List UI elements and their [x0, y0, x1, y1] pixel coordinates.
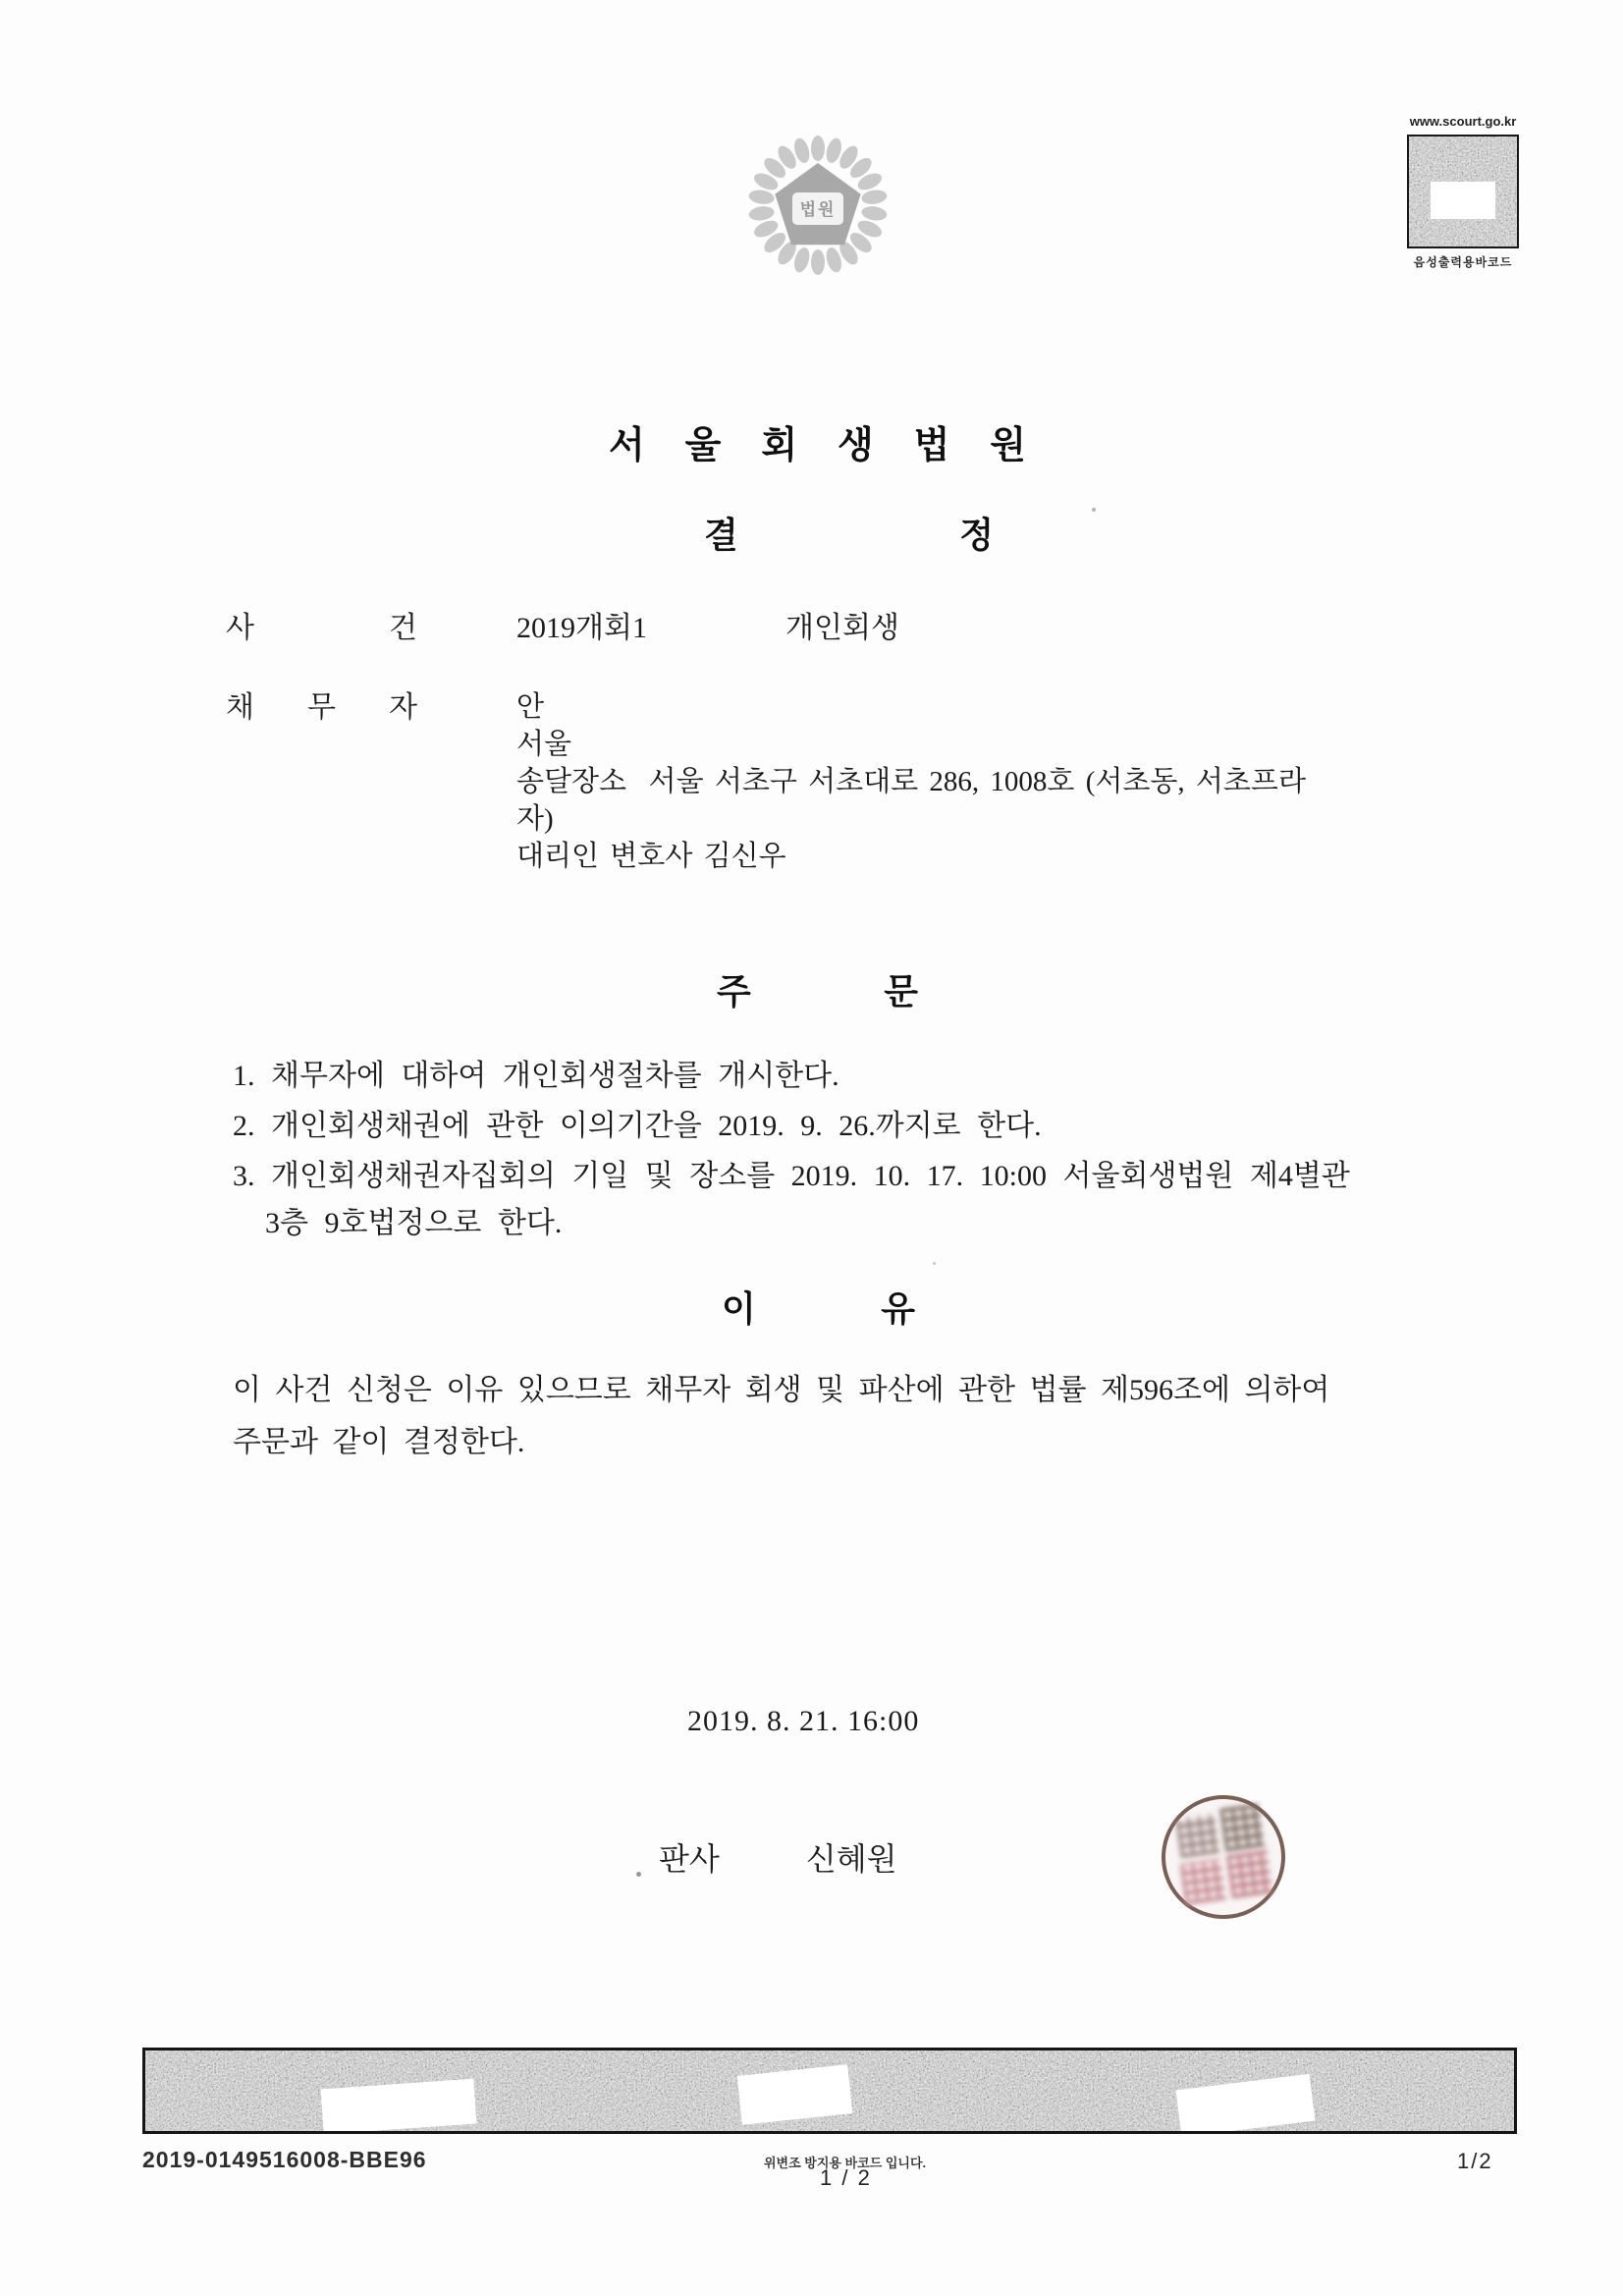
seal-stroke-block [1180, 1858, 1226, 1904]
debtor-address-line: 서울 [516, 729, 572, 760]
document-id: 2019-0149516008-BBE96 [142, 2147, 427, 2172]
decision-datetime: 2019. 8. 21. 16:00 [687, 1705, 920, 1737]
order-line-3-continued: 3층 9호법정으로 한다. [265, 1207, 563, 1239]
debtor-name-line: 안 [516, 691, 545, 723]
scan-speck [933, 1262, 936, 1265]
court-name-title: 서 울 회 생 법 원 [609, 425, 1026, 466]
order-line-1: 1. 채무자에 대하여 개인회생절차를 개시한다. [233, 1060, 839, 1092]
page-indicator-center: 1 / 2 [820, 2165, 872, 2190]
debtor-service-address-line: 송달장소 서울 서초구 서초대로 286, 1008호 (서초동, 서초프라 [516, 766, 1306, 797]
judge-title: 판사 [659, 1841, 720, 1877]
scourt-url-text: www.scourt.go.kr [1409, 114, 1517, 129]
anti-forgery-caption: 위변조 방지용 바코드 입니다. [764, 2156, 927, 2170]
debtor-label-wrap [226, 683, 417, 726]
scan-speck [1092, 508, 1096, 512]
reason-heading-wrap [722, 1282, 915, 1332]
debtor-service-address-wrap-line: 자) [516, 803, 554, 835]
reason-line-2: 주문과 같이 결정한다. [233, 1426, 525, 1458]
case-number: 2019개회1 [516, 612, 647, 644]
order-heading-wrap [717, 964, 918, 1014]
judge-line [659, 1834, 897, 1880]
seal-stroke-block [1226, 1850, 1273, 1898]
voice-barcode-caption: 음성출력용바코드 [1413, 255, 1513, 269]
court-name-title-wrap [609, 414, 1026, 468]
voice-barcode [1407, 135, 1519, 248]
seal-stroke-block [1219, 1803, 1265, 1851]
barcode-blank-patch [1431, 182, 1495, 219]
order-line-2: 2. 개인회생채권에 관한 이의기간을 2019. 9. 26.까지로 한다. [233, 1110, 1042, 1142]
doc-type-heading: 결 정 [704, 516, 994, 555]
scan-speck [636, 1872, 641, 1877]
order-line-3: 3. 개인회생채권자집회의 기일 및 장소를 2019. 10. 17. 10:00 서울회생법원 제4별관 [233, 1160, 1350, 1192]
doc-type-heading-wrap [704, 508, 994, 558]
case-category: 개인회생 [785, 612, 899, 644]
anti-forgery-barcode [142, 2048, 1517, 2134]
reason-heading: 이 유 [722, 1289, 915, 1329]
debtor-attorney-line: 대리인 변호사 김신우 [516, 841, 786, 872]
page-indicator-right: 1/2 [1457, 2149, 1493, 2173]
judge-seal-stamp [1154, 1787, 1293, 1927]
reason-line-1: 이 사건 신청은 이유 있으므로 채무자 회생 및 파산에 관한 법률 제596조에 의하여 [233, 1374, 1330, 1406]
order-heading: 주 문 [717, 972, 918, 1011]
case-label: 사 건 [226, 612, 417, 644]
court-emblem [744, 132, 892, 279]
case-label-wrap [226, 603, 417, 646]
debtor-label: 채 무 자 [226, 691, 417, 724]
seal-stroke-block [1175, 1814, 1219, 1858]
emblem-label: 법원 [799, 200, 837, 219]
judge-name: 신혜원 [805, 1841, 897, 1877]
